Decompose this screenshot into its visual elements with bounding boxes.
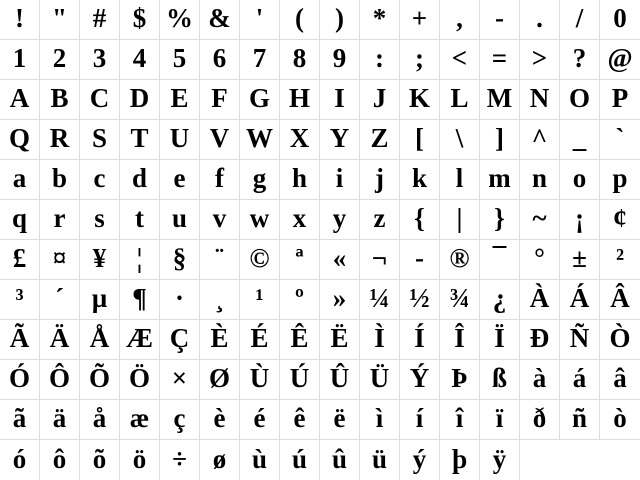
glyph-cell: o: [560, 160, 600, 200]
glyph-cell: v: [200, 200, 240, 240]
glyph-cell: V: [200, 120, 240, 160]
glyph-cell: ê: [280, 400, 320, 440]
glyph-cell: °: [520, 240, 560, 280]
glyph-cell: ç: [160, 400, 200, 440]
glyph-cell: Ù: [240, 360, 280, 400]
glyph-cell: N: [520, 80, 560, 120]
glyph-cell: H: [280, 80, 320, 120]
glyph-cell: Q: [0, 120, 40, 160]
glyph-cell: ³: [0, 280, 40, 320]
glyph-cell: ò: [600, 400, 640, 440]
glyph-cell: ·: [160, 280, 200, 320]
glyph-cell: +: [400, 0, 440, 40]
glyph-cell: 8: [280, 40, 320, 80]
glyph-cell: C: [80, 80, 120, 120]
glyph-cell: Û: [320, 360, 360, 400]
glyph-cell: 4: [120, 40, 160, 80]
glyph-cell: M: [480, 80, 520, 120]
glyph-cell: ]: [480, 120, 520, 160]
glyph-cell: Ì: [360, 320, 400, 360]
glyph-cell: ¦: [120, 240, 160, 280]
glyph-cell: á: [560, 360, 600, 400]
glyph-cell: ?: [560, 40, 600, 80]
glyph-cell: \: [440, 120, 480, 160]
glyph-cell: -: [400, 240, 440, 280]
glyph-cell: ;: [400, 40, 440, 80]
glyph-cell: p: [600, 160, 640, 200]
glyph-cell: î: [440, 400, 480, 440]
glyph-cell: »: [320, 280, 360, 320]
glyph-cell: ¤: [40, 240, 80, 280]
glyph-cell: T: [120, 120, 160, 160]
glyph-cell: s: [80, 200, 120, 240]
glyph-cell: <: [440, 40, 480, 80]
glyph-cell: É: [240, 320, 280, 360]
glyph-cell: 7: [240, 40, 280, 80]
glyph-cell: è: [200, 400, 240, 440]
glyph-cell: Ã: [0, 320, 40, 360]
glyph-cell: Õ: [80, 360, 120, 400]
glyph-cell: t: [120, 200, 160, 240]
glyph-cell: S: [80, 120, 120, 160]
glyph-cell: â: [600, 360, 640, 400]
glyph-cell: 1: [0, 40, 40, 80]
glyph-cell: Ë: [320, 320, 360, 360]
glyph-cell: _: [560, 120, 600, 160]
glyph-cell: ©: [240, 240, 280, 280]
empty-cell: [520, 440, 560, 480]
glyph-cell: |: [440, 200, 480, 240]
glyph-cell: 2: [40, 40, 80, 80]
glyph-cell: ²: [600, 240, 640, 280]
glyph-cell: @: [600, 40, 640, 80]
glyph-cell: -: [480, 0, 520, 40]
glyph-cell: A: [0, 80, 40, 120]
glyph-cell: Ü: [360, 360, 400, 400]
glyph-cell: ú: [280, 440, 320, 480]
glyph-cell: ÷: [160, 440, 200, 480]
glyph-cell: ð: [520, 400, 560, 440]
glyph-cell: ã: [0, 400, 40, 440]
glyph-cell: K: [400, 80, 440, 120]
glyph-cell: û: [320, 440, 360, 480]
glyph-cell: `: [600, 120, 640, 160]
glyph-cell: b: [40, 160, 80, 200]
glyph-cell: Þ: [440, 360, 480, 400]
glyph-cell: Ø: [200, 360, 240, 400]
glyph-cell: ¡: [560, 200, 600, 240]
glyph-cell: k: [400, 160, 440, 200]
glyph-cell: Ý: [400, 360, 440, 400]
glyph-cell: ¾: [440, 280, 480, 320]
glyph-cell: d: [120, 160, 160, 200]
glyph-cell: h: [280, 160, 320, 200]
glyph-cell: J: [360, 80, 400, 120]
glyph-cell: %: [160, 0, 200, 40]
glyph-cell: n: [520, 160, 560, 200]
glyph-cell: ï: [480, 400, 520, 440]
glyph-cell: £: [0, 240, 40, 280]
glyph-cell: ±: [560, 240, 600, 280]
glyph-cell: I: [320, 80, 360, 120]
glyph-cell: $: [120, 0, 160, 40]
glyph-cell: ¿: [480, 280, 520, 320]
glyph-cell: ü: [360, 440, 400, 480]
glyph-cell: Ð: [520, 320, 560, 360]
glyph-cell: ¯: [480, 240, 520, 280]
glyph-cell: z: [360, 200, 400, 240]
glyph-cell: ø: [200, 440, 240, 480]
glyph-cell: º: [280, 280, 320, 320]
glyph-cell: ¢: [600, 200, 640, 240]
glyph-cell: ß: [480, 360, 520, 400]
glyph-cell: ä: [40, 400, 80, 440]
glyph-cell: 6: [200, 40, 240, 80]
glyph-cell: D: [120, 80, 160, 120]
glyph-cell: &: [200, 0, 240, 40]
glyph-cell: e: [160, 160, 200, 200]
glyph-cell: y: [320, 200, 360, 240]
glyph-cell: m: [480, 160, 520, 200]
glyph-cell: æ: [120, 400, 160, 440]
glyph-cell: P: [600, 80, 640, 120]
glyph-cell: [: [400, 120, 440, 160]
glyph-cell: ö: [120, 440, 160, 480]
glyph-cell: i: [320, 160, 360, 200]
glyph-cell: W: [240, 120, 280, 160]
glyph-cell: x: [280, 200, 320, 240]
glyph-cell: U: [160, 120, 200, 160]
glyph-cell: ñ: [560, 400, 600, 440]
glyph-cell: Â: [600, 280, 640, 320]
glyph-cell: ¹: [240, 280, 280, 320]
glyph-cell: ´: [40, 280, 80, 320]
glyph-cell: g: [240, 160, 280, 200]
glyph-cell: G: [240, 80, 280, 120]
glyph-cell: ^: [520, 120, 560, 160]
glyph-cell: é: [240, 400, 280, 440]
glyph-cell: E: [160, 80, 200, 120]
glyph-cell: 5: [160, 40, 200, 80]
glyph-cell: ,: [440, 0, 480, 40]
glyph-cell: R: [40, 120, 80, 160]
glyph-cell: «: [320, 240, 360, 280]
empty-cell: [600, 440, 640, 480]
glyph-cell: Ê: [280, 320, 320, 360]
glyph-cell: Ó: [0, 360, 40, 400]
glyph-cell: ": [40, 0, 80, 40]
glyph-cell: #: [80, 0, 120, 40]
glyph-cell: :: [360, 40, 400, 80]
glyph-cell: =: [480, 40, 520, 80]
glyph-cell: ¶: [120, 280, 160, 320]
glyph-cell: j: [360, 160, 400, 200]
glyph-cell: À: [520, 280, 560, 320]
glyph-cell: ~: [520, 200, 560, 240]
glyph-cell: f: [200, 160, 240, 200]
glyph-cell: ý: [400, 440, 440, 480]
glyph-cell: ¨: [200, 240, 240, 280]
glyph-cell: ª: [280, 240, 320, 280]
glyph-cell: Ô: [40, 360, 80, 400]
glyph-cell: ¸: [200, 280, 240, 320]
glyph-cell: c: [80, 160, 120, 200]
glyph-cell: Ä: [40, 320, 80, 360]
glyph-cell: Ò: [600, 320, 640, 360]
glyph-cell: X: [280, 120, 320, 160]
glyph-cell: Ç: [160, 320, 200, 360]
glyph-cell: u: [160, 200, 200, 240]
glyph-cell: Ñ: [560, 320, 600, 360]
glyph-cell: ô: [40, 440, 80, 480]
glyph-cell: r: [40, 200, 80, 240]
glyph-cell: à: [520, 360, 560, 400]
glyph-cell: Å: [80, 320, 120, 360]
glyph-cell: ¬: [360, 240, 400, 280]
empty-cell: [560, 440, 600, 480]
glyph-cell: {: [400, 200, 440, 240]
glyph-cell: Ö: [120, 360, 160, 400]
glyph-cell: *: [360, 0, 400, 40]
glyph-cell: í: [400, 400, 440, 440]
glyph-cell: 0: [600, 0, 640, 40]
glyph-cell: Î: [440, 320, 480, 360]
glyph-cell: Ï: [480, 320, 520, 360]
glyph-cell: ÿ: [480, 440, 520, 480]
glyph-cell: ¼: [360, 280, 400, 320]
glyph-cell: (: [280, 0, 320, 40]
glyph-cell: ×: [160, 360, 200, 400]
glyph-cell: §: [160, 240, 200, 280]
glyph-cell: µ: [80, 280, 120, 320]
glyph-cell: å: [80, 400, 120, 440]
glyph-cell: ù: [240, 440, 280, 480]
glyph-cell: q: [0, 200, 40, 240]
glyph-cell: .: [520, 0, 560, 40]
glyph-cell: ë: [320, 400, 360, 440]
glyph-cell: a: [0, 160, 40, 200]
glyph-cell: ó: [0, 440, 40, 480]
glyph-cell: ì: [360, 400, 400, 440]
glyph-cell: >: [520, 40, 560, 80]
glyph-cell: B: [40, 80, 80, 120]
glyph-cell: ¥: [80, 240, 120, 280]
glyph-cell: ®: [440, 240, 480, 280]
glyph-cell: õ: [80, 440, 120, 480]
glyph-cell: 9: [320, 40, 360, 80]
glyph-cell: 3: [80, 40, 120, 80]
glyph-cell: ): [320, 0, 360, 40]
glyph-cell: Á: [560, 280, 600, 320]
glyph-cell: þ: [440, 440, 480, 480]
glyph-cell: /: [560, 0, 600, 40]
glyph-cell: Ú: [280, 360, 320, 400]
glyph-cell: Z: [360, 120, 400, 160]
glyph-cell: Y: [320, 120, 360, 160]
glyph-cell: w: [240, 200, 280, 240]
glyph-cell: Æ: [120, 320, 160, 360]
glyph-cell: ½: [400, 280, 440, 320]
glyph-cell: È: [200, 320, 240, 360]
glyph-cell: O: [560, 80, 600, 120]
glyph-cell: !: [0, 0, 40, 40]
glyph-cell: l: [440, 160, 480, 200]
glyph-cell: F: [200, 80, 240, 120]
glyph-cell: }: [480, 200, 520, 240]
glyph-cell: Í: [400, 320, 440, 360]
glyph-cell: L: [440, 80, 480, 120]
glyph-cell: ': [240, 0, 280, 40]
